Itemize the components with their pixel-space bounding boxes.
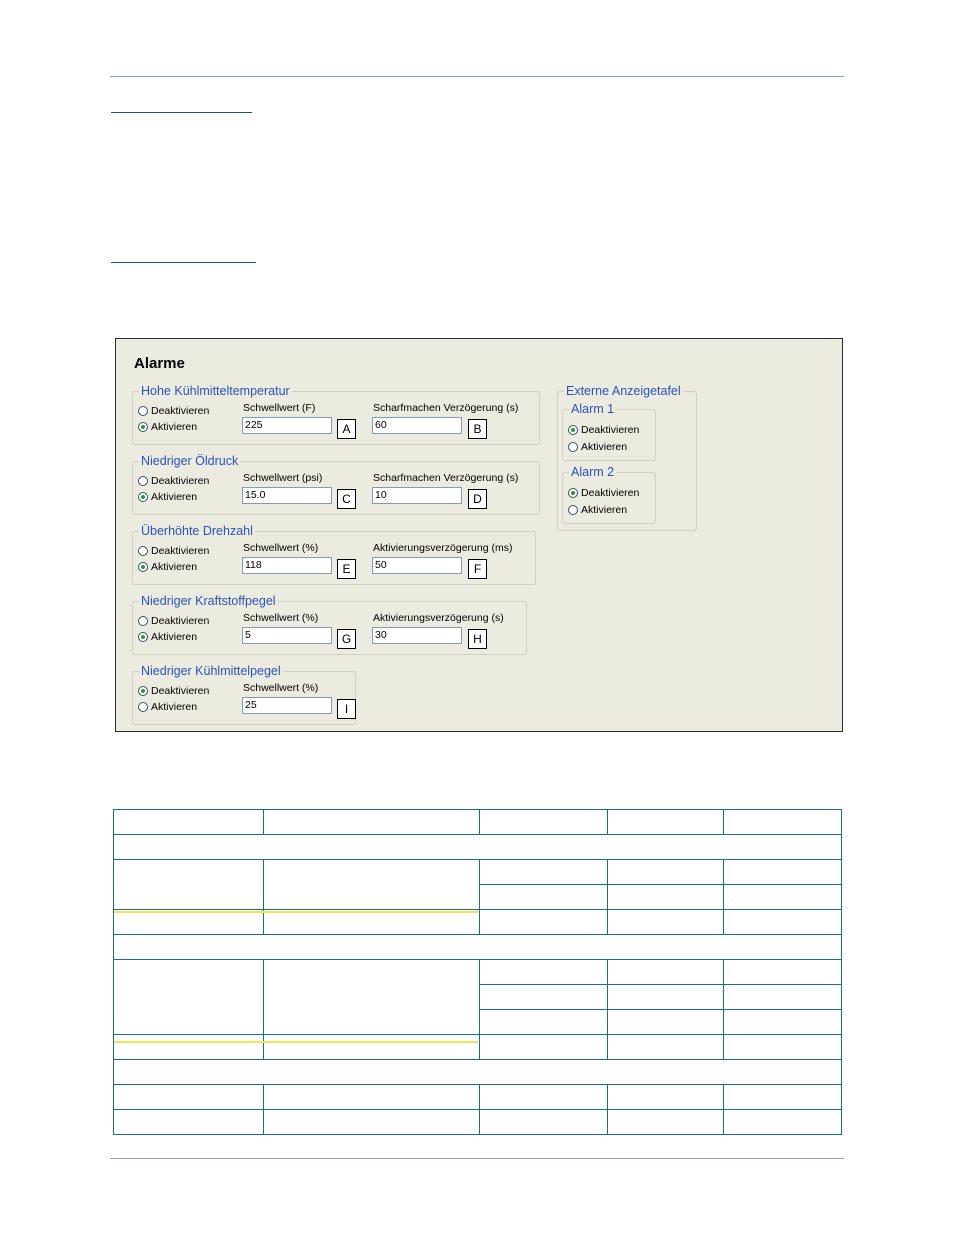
table-row — [114, 935, 842, 960]
heading-underline-1 — [111, 112, 252, 113]
group-title: Alarm 1 — [571, 402, 615, 416]
panel-title: Alarme — [134, 355, 185, 372]
table-row — [114, 860, 842, 885]
radio-enable-icon — [138, 702, 148, 712]
group-fuel-level — [132, 594, 527, 655]
radio-enable[interactable] — [138, 701, 197, 713]
radio-enable-icon — [138, 492, 148, 502]
group-title: Hohe Kühlmitteltemperatur — [141, 384, 290, 398]
radio-disable-icon — [138, 686, 148, 696]
radio-disable[interactable] — [568, 424, 639, 436]
radio-enable-label: Aktivieren — [581, 441, 628, 453]
group-coolant-temp — [132, 384, 540, 445]
group-title: Alarm 2 — [571, 465, 615, 479]
table-row — [114, 1035, 842, 1060]
threshold-input[interactable]: 118 — [242, 557, 332, 574]
heading-underline-2 — [111, 262, 256, 263]
callout-label: F — [468, 559, 487, 579]
callout-label: G — [337, 629, 356, 649]
threshold-label: Schwellwert (%) — [243, 612, 319, 624]
delay-input[interactable]: 10 — [372, 487, 462, 504]
group-alarm-2 — [562, 465, 656, 524]
threshold-label: Schwellwert (%) — [243, 542, 319, 554]
radio-disable[interactable] — [138, 475, 209, 487]
delay-label: Aktivierungsverzögerung (ms) — [373, 542, 513, 554]
radio-enable[interactable] — [568, 441, 627, 453]
radio-disable-label: Deaktivieren — [151, 615, 210, 627]
threshold-label: Schwellwert (%) — [243, 682, 319, 694]
table-row — [114, 1110, 842, 1135]
radio-enable-label: Aktivieren — [151, 701, 198, 713]
group-coolant-level — [132, 664, 356, 725]
radio-disable-label: Deaktivieren — [151, 475, 210, 487]
highlight-line — [114, 1041, 478, 1043]
radio-disable-icon — [138, 406, 148, 416]
delay-label: Scharfmachen Verzögerung (s) — [373, 402, 519, 414]
radio-disable-label: Deaktivieren — [581, 424, 640, 436]
group-title: Niedriger Kraftstoffpegel — [141, 594, 276, 608]
threshold-input[interactable]: 225 — [242, 417, 332, 434]
group-oil-pressure — [132, 454, 540, 515]
table-row — [114, 810, 842, 835]
group-title: Niedriger Kühlmittelpegel — [141, 664, 281, 678]
threshold-input[interactable]: 15.0 — [242, 487, 332, 504]
radio-enable[interactable] — [138, 561, 197, 573]
radio-disable-icon — [568, 488, 578, 498]
threshold-input[interactable]: 25 — [242, 697, 332, 714]
callout-label: A — [337, 419, 356, 439]
callout-label: D — [468, 489, 487, 509]
group-title: Niedriger Öldruck — [141, 454, 239, 468]
callout-label: C — [337, 489, 356, 509]
group-overspeed — [132, 524, 536, 585]
radio-enable[interactable] — [138, 491, 197, 503]
highlight-line — [114, 911, 478, 913]
group-alarm-1 — [562, 402, 656, 461]
radio-enable-icon — [138, 422, 148, 432]
threshold-label: Schwellwert (psi) — [243, 472, 323, 484]
callout-label: E — [337, 559, 356, 579]
radio-enable-label: Aktivieren — [151, 421, 198, 433]
radio-disable[interactable] — [138, 615, 209, 627]
radio-enable-label: Aktivieren — [151, 631, 198, 643]
radio-disable-label: Deaktivieren — [151, 545, 210, 557]
radio-disable-icon — [138, 546, 148, 556]
table-row — [114, 835, 842, 860]
radio-disable-icon — [138, 616, 148, 626]
radio-enable[interactable] — [138, 631, 197, 643]
radio-enable[interactable] — [568, 504, 627, 516]
delay-input[interactable]: 50 — [372, 557, 462, 574]
radio-enable-label: Aktivieren — [151, 561, 198, 573]
radio-enable[interactable] — [138, 421, 197, 433]
radio-disable[interactable] — [568, 487, 639, 499]
radio-disable-icon — [138, 476, 148, 486]
radio-enable-label: Aktivieren — [581, 504, 628, 516]
alarms-panel — [115, 338, 843, 732]
group-title: Überhöhte Drehzahl — [141, 524, 253, 538]
radio-enable-label: Aktivieren — [151, 491, 198, 503]
bottom-rule — [110, 1158, 844, 1159]
radio-disable[interactable] — [138, 685, 209, 697]
delay-label: Scharfmachen Verzögerung (s) — [373, 472, 519, 484]
callout-label: B — [468, 419, 487, 439]
radio-enable-icon — [568, 505, 578, 515]
radio-disable-label: Deaktivieren — [581, 487, 640, 499]
parameter-table — [113, 809, 842, 1135]
table-row — [114, 960, 842, 985]
radio-disable-icon — [568, 425, 578, 435]
group-external-display — [557, 384, 697, 531]
radio-enable-icon — [568, 442, 578, 452]
group-title: Externe Anzeigetafel — [566, 384, 681, 398]
radio-disable[interactable] — [138, 545, 209, 557]
delay-input[interactable]: 30 — [372, 627, 462, 644]
threshold-input[interactable]: 5 — [242, 627, 332, 644]
table-row — [114, 910, 842, 935]
table-row — [114, 1060, 842, 1085]
delay-label: Aktivierungsverzögerung (s) — [373, 612, 504, 624]
delay-input[interactable]: 60 — [372, 417, 462, 434]
table-row — [114, 1085, 842, 1110]
callout-label: I — [337, 699, 356, 719]
callout-label: H — [468, 629, 487, 649]
radio-disable[interactable] — [138, 405, 209, 417]
radio-enable-icon — [138, 632, 148, 642]
radio-enable-icon — [138, 562, 148, 572]
radio-disable-label: Deaktivieren — [151, 685, 210, 697]
top-rule — [110, 76, 844, 77]
radio-disable-label: Deaktivieren — [151, 405, 210, 417]
threshold-label: Schwellwert (F) — [243, 402, 316, 414]
